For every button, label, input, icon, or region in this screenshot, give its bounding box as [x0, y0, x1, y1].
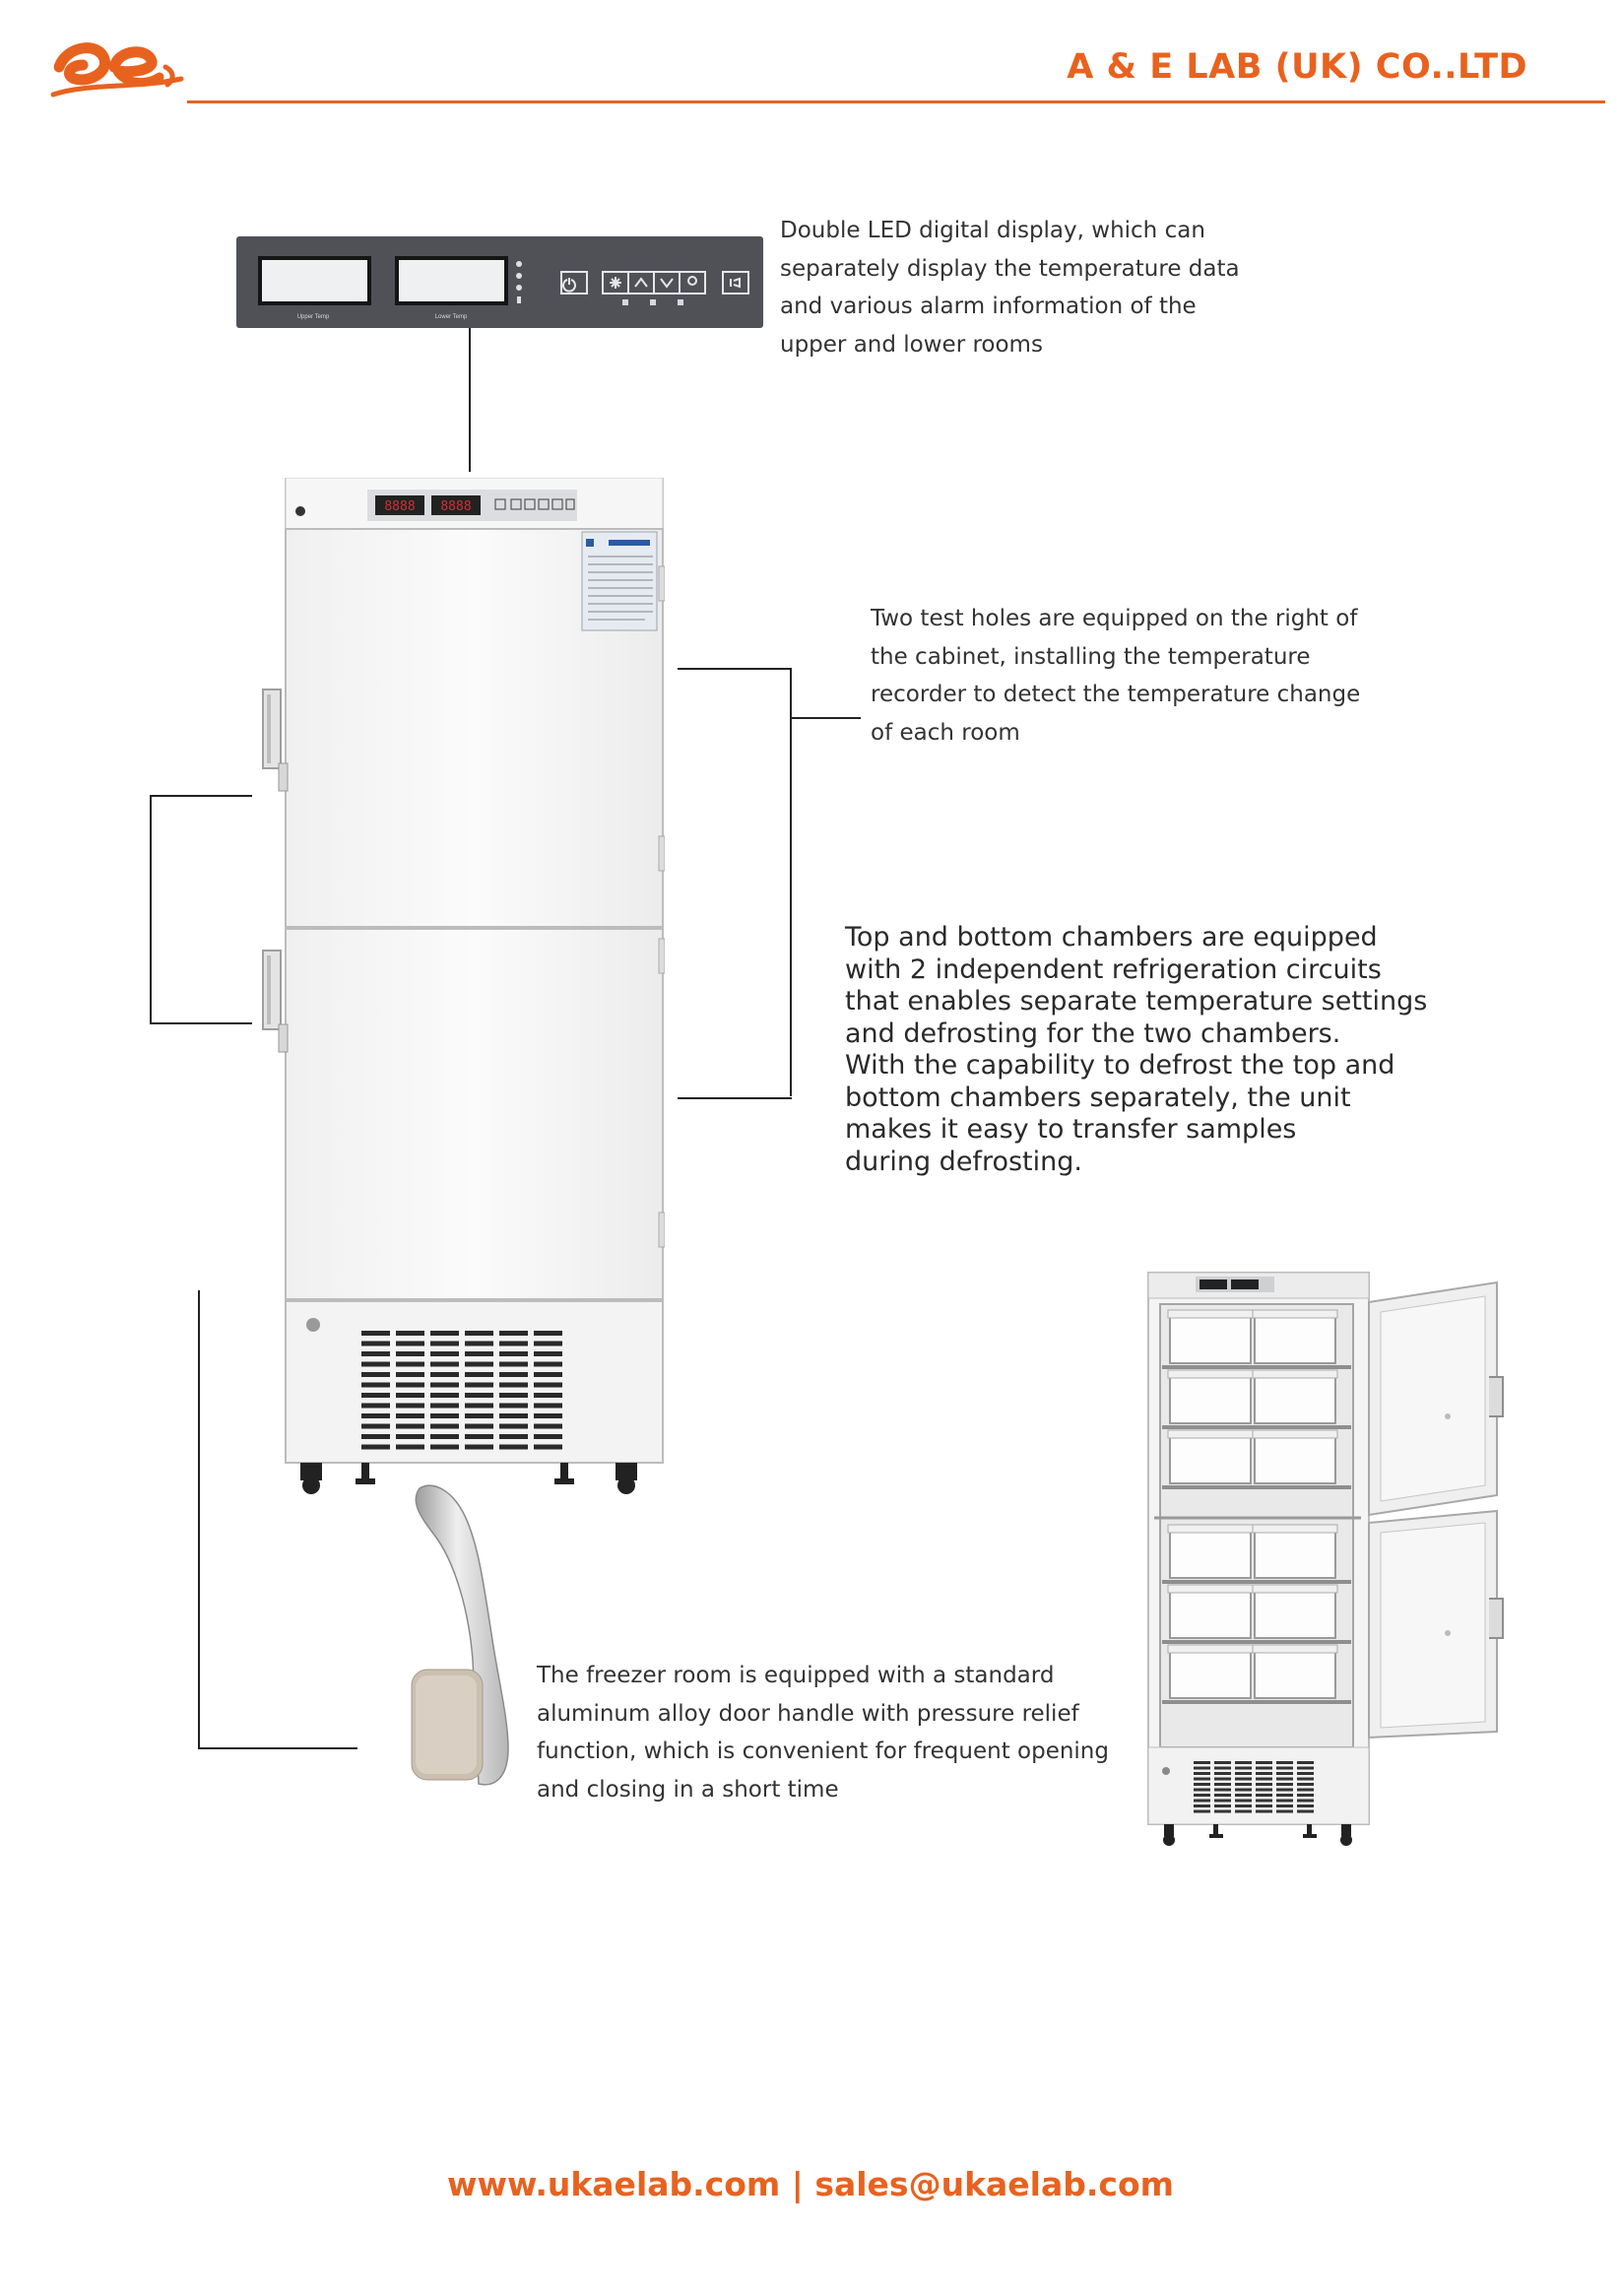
display-connector-vertical: [469, 328, 471, 472]
test-hole-connector-a: [678, 668, 791, 670]
svg-text:8888: 8888: [440, 499, 472, 514]
footer-contact: www.ukaelab.com | sales@ukaelab.com: [446, 2165, 1175, 2203]
chamber-connector: [678, 1097, 792, 1099]
freezer-handle-connector-horizontal: [198, 1747, 357, 1749]
door-handle-image: [404, 1482, 532, 1817]
header-divider: [187, 100, 1605, 103]
test-hole-connector-b: [790, 668, 792, 1096]
test-holes-description: Two test holes are equipped on the right of the cabinet, installing the temperature recorder to detect the temperature change of each room: [871, 606, 1361, 746]
handle-connector-top: [150, 795, 252, 797]
company-logo: [49, 28, 187, 106]
open-freezer-image: [1144, 1269, 1509, 1850]
lower-temp-label: Lower Temp: [434, 314, 468, 320]
freezer-image: [251, 478, 665, 1507]
chambers-description: Top and bottom chambers are equipped with 2 independent refrigeration circuits that enables separate temperature settings and defrosting for the two chambers. With the capability to defrost the top and bottom chambers separately, the unit makes it easy to transfer samples during defrosting.: [845, 922, 1428, 1177]
test-hole-connector-c: [790, 717, 861, 719]
control-panel-image: [236, 236, 763, 328]
freezer-handle-connector-vertical: [198, 1290, 200, 1748]
company-name: A & E LAB (UK) CO..LTD: [1067, 47, 1527, 87]
display-description: Double LED digital display, which can separately display the temperature data and various alarm information of the upper and lower rooms: [780, 218, 1240, 358]
handle-connector-left: [150, 795, 152, 1023]
svg-text:8888: 8888: [384, 499, 416, 514]
handle-connector-mid: [150, 1022, 252, 1024]
upper-temp-label: Upper Temp: [296, 314, 330, 320]
door-handle-description: The freezer room is equipped with a standard aluminum alloy door handle with pressure relief function, which is convenient for frequent opening and closing in a short time: [537, 1663, 1109, 1803]
